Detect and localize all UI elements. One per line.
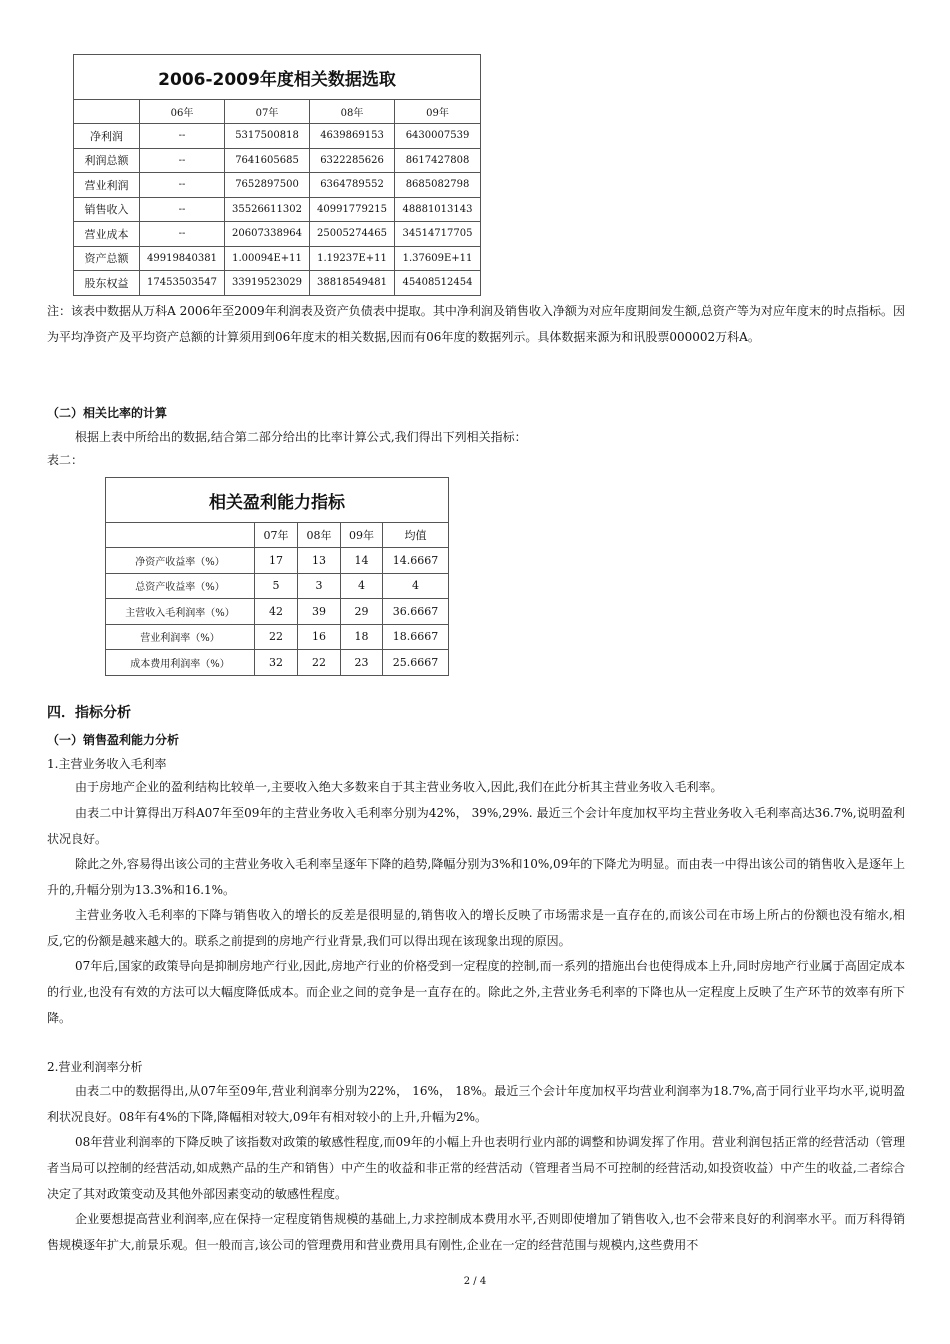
table-row (74, 222, 481, 247)
table-row (74, 173, 481, 198)
table-cell: 14 (341, 548, 383, 574)
table-cell: 4 (383, 573, 449, 599)
table-cell: -- (140, 173, 225, 198)
paragraph: 主营业务收入毛利率的下降与销售收入的增长的反差是很明显的,销售收入的增长反映了市场需求是一直存在的,而该公司在市场上所占的份额也没有缩水,相反,它的份额是越来越大的。联系之前提到的房地产行业背景,我们可以得出现在该现象出现的原因。 (47, 908, 905, 948)
section2-intro: 根据上表中所给出的数据,结合第二部分给出的比率计算公式,我们得出下列相关指标： (75, 430, 527, 444)
paragraph: 由于房地产企业的盈利结构比较单一,主要收入绝大多数来自于其主营业务收入,因此,我们在此分析其主营业务收入毛利率。 (75, 780, 723, 794)
table-row (74, 271, 481, 296)
table-cell: -- (140, 222, 225, 247)
data-table-2006-2009 (73, 54, 481, 296)
table-cell: 16 (298, 624, 341, 650)
table-cell: 32 (255, 650, 298, 676)
row-label: 营业成本 (74, 222, 140, 247)
row-label: 营业利润率（%） (106, 624, 255, 650)
table-cell: 5317500818 (225, 124, 310, 149)
paragraph: 除此之外,容易得出该公司的主营业务收入毛利率呈逐年下降的趋势,降幅分别为3%和10%,09年的下降尤为明显。而由表一中得出该公司的销售收入是逐年上升的,升幅分别为13.3%和16.1%。 (47, 857, 905, 897)
table-cell: 42 (255, 599, 298, 625)
table-cell: 23 (341, 650, 383, 676)
table-cell: 18.6667 (383, 624, 449, 650)
table-cell: 4 (341, 573, 383, 599)
row-label: 净利润 (74, 124, 140, 149)
table-cell: 6364789552 (310, 173, 395, 198)
table-cell: 8617427808 (395, 148, 481, 173)
table-cell: 6430007539 (395, 124, 481, 149)
subsection1-heading: （一）销售盈利能力分析 (47, 733, 180, 747)
paragraph: 07年后,国家的政策导向是抑制房地产行业,因此,房地产行业的价格受到一定程度的控制,而一系列的措施出台也使得成本上升,同时房地产行业属于高固定成本的行业,也没有有效的方法可以大幅度降低成本。而企业之间的竞争是一直存在的。除此之外,主营业务毛利率的下降也从一定程度上反映了生产环节的效率有所下降。 (47, 959, 905, 1025)
table2-header-cell: 07年 (255, 523, 298, 548)
row-label: 成本费用利润率（%） (106, 650, 255, 676)
table-cell: 1.37609E+11 (395, 246, 481, 271)
table1-note: 注：该表中数据从万科A 2006年至2009年利润表及资产负债表中提取。其中净利润及销售收入净额为对应年度期间发生额,总资产等为对应年度末的时点指标。因为平均净资产及平均资产总额的计算须用到06年度末的相关数据,因而有06年度的数据列示。具体数据来源为和讯股票000002万科A。 (47, 304, 905, 344)
row-label: 总资产收益率（%） (106, 573, 255, 599)
table-cell: 39 (298, 599, 341, 625)
table-cell: 17453503547 (140, 271, 225, 296)
table-cell: 7652897500 (225, 173, 310, 198)
table2-header-cell (106, 523, 255, 548)
page-number: 2 / 4 (463, 1276, 487, 1287)
table-cell: 33919523029 (225, 271, 310, 296)
table-cell: 20607338964 (225, 222, 310, 247)
table1-header-cell: 08年 (310, 100, 395, 124)
paragraph: 08年营业利润率的下降反映了该指数对政策的敏感性程度,而09年的小幅上升也表明行业内部的调整和协调发挥了作用。营业利润包括正常的经营活动（管理者当局可以控制的经营活动,如成熟产品的生产和销售）中产生的收益和非正常的经营活动（管理者当局不可控制的经营活动,如投资收益）中产生的收益,二者综合决定了其对政策变动及其他外部因素变动的敏感性程度。 (47, 1135, 905, 1201)
profitability-indicators-table (105, 477, 449, 676)
table1-header-cell: 06年 (140, 100, 225, 124)
table-cell: 17 (255, 548, 298, 574)
table1-header-cell: 09年 (395, 100, 481, 124)
section4-heading: 四．指标分析 (47, 705, 131, 721)
table-row (106, 548, 449, 574)
table-cell: 29 (341, 599, 383, 625)
paragraph: 企业要想提高营业利润率,应在保持一定程度销售规模的基础上,力求控制成本费用水平,否则即使增加了销售收入,也不会带来良好的利润率水平。而万科得销售规模逐年扩大,前景乐观。但一般而言,该公司的管理费用和营业费用具有刚性,企业在一定的经营范围与规模内,这些费用不 (47, 1212, 905, 1252)
table-cell: 13 (298, 548, 341, 574)
table2-title: 相关盈利能力指标 (106, 478, 449, 523)
table-cell: 49919840381 (140, 246, 225, 271)
table-cell: 5 (255, 573, 298, 599)
table-cell: 40991779215 (310, 197, 395, 222)
row-label: 净资产收益率（%） (106, 548, 255, 574)
table1-header-cell (74, 100, 140, 124)
table-cell: 25005274465 (310, 222, 395, 247)
table-cell: 4639869153 (310, 124, 395, 149)
section2-heading: （二）相关比率的计算 (47, 406, 168, 420)
table-cell: 45408512454 (395, 271, 481, 296)
table2-header-cell: 08年 (298, 523, 341, 548)
table-cell: 6322285626 (310, 148, 395, 173)
row-label: 营业利润 (74, 173, 140, 198)
table-cell: 34514717705 (395, 222, 481, 247)
table-cell: -- (140, 124, 225, 149)
table-cell: 7641605685 (225, 148, 310, 173)
table-cell: 48881013143 (395, 197, 481, 222)
table-row (74, 124, 481, 149)
table-cell: -- (140, 148, 225, 173)
table-cell: 14.6667 (383, 548, 449, 574)
table2-header-cell: 09年 (341, 523, 383, 548)
table2-caption: 表二： (47, 453, 84, 467)
table-row (74, 148, 481, 173)
paragraph: 由表二中计算得出万科A07年至09年的主营业务收入毛利率分别为42%， 39%,29%. 最近三个会计年度加权平均主营业务收入毛利率高达36.7%,说明盈利状况良好。 (47, 806, 905, 846)
table1-header-cell: 07年 (225, 100, 310, 124)
table2-header-row (106, 523, 449, 548)
table-row (106, 650, 449, 676)
row-label: 利润总额 (74, 148, 140, 173)
table-row (106, 599, 449, 625)
row-label: 资产总额 (74, 246, 140, 271)
table-row (106, 573, 449, 599)
table-cell: 22 (298, 650, 341, 676)
table-row (106, 624, 449, 650)
table-cell: 36.6667 (383, 599, 449, 625)
table1-title: 2006-2009年度相关数据选取 (74, 55, 481, 100)
table-cell: 25.6667 (383, 650, 449, 676)
table-cell: 1.00094E+11 (225, 246, 310, 271)
table2-header-cell: 均值 (383, 523, 449, 548)
table-cell: -- (140, 197, 225, 222)
item2-heading: 2.营业利润率分析 (47, 1060, 143, 1074)
row-label: 主营收入毛利润率（%） (106, 599, 255, 625)
table-cell: 3 (298, 573, 341, 599)
paragraph: 由表二中的数据得出,从07年至09年,营业利润率分别为22%， 16%， 18%。最近三个会计年度加权平均营业利润率为18.7%,高于同行业平均水平,说明盈利状况良好。08年有4%的下降,降幅相对较大,09年有相对较小的上升,升幅为2%。 (47, 1084, 905, 1124)
table-cell: 22 (255, 624, 298, 650)
table-cell: 8685082798 (395, 173, 481, 198)
table-row (74, 246, 481, 271)
row-label: 销售收入 (74, 197, 140, 222)
row-label: 股东权益 (74, 271, 140, 296)
table-cell: 18 (341, 624, 383, 650)
table-row (74, 197, 481, 222)
table-cell: 38818549481 (310, 271, 395, 296)
table1-header-row (74, 100, 481, 124)
item1-heading: 1.主营业务收入毛利率 (47, 757, 167, 771)
table-cell: 35526611302 (225, 197, 310, 222)
table-cell: 1.19237E+11 (310, 246, 395, 271)
